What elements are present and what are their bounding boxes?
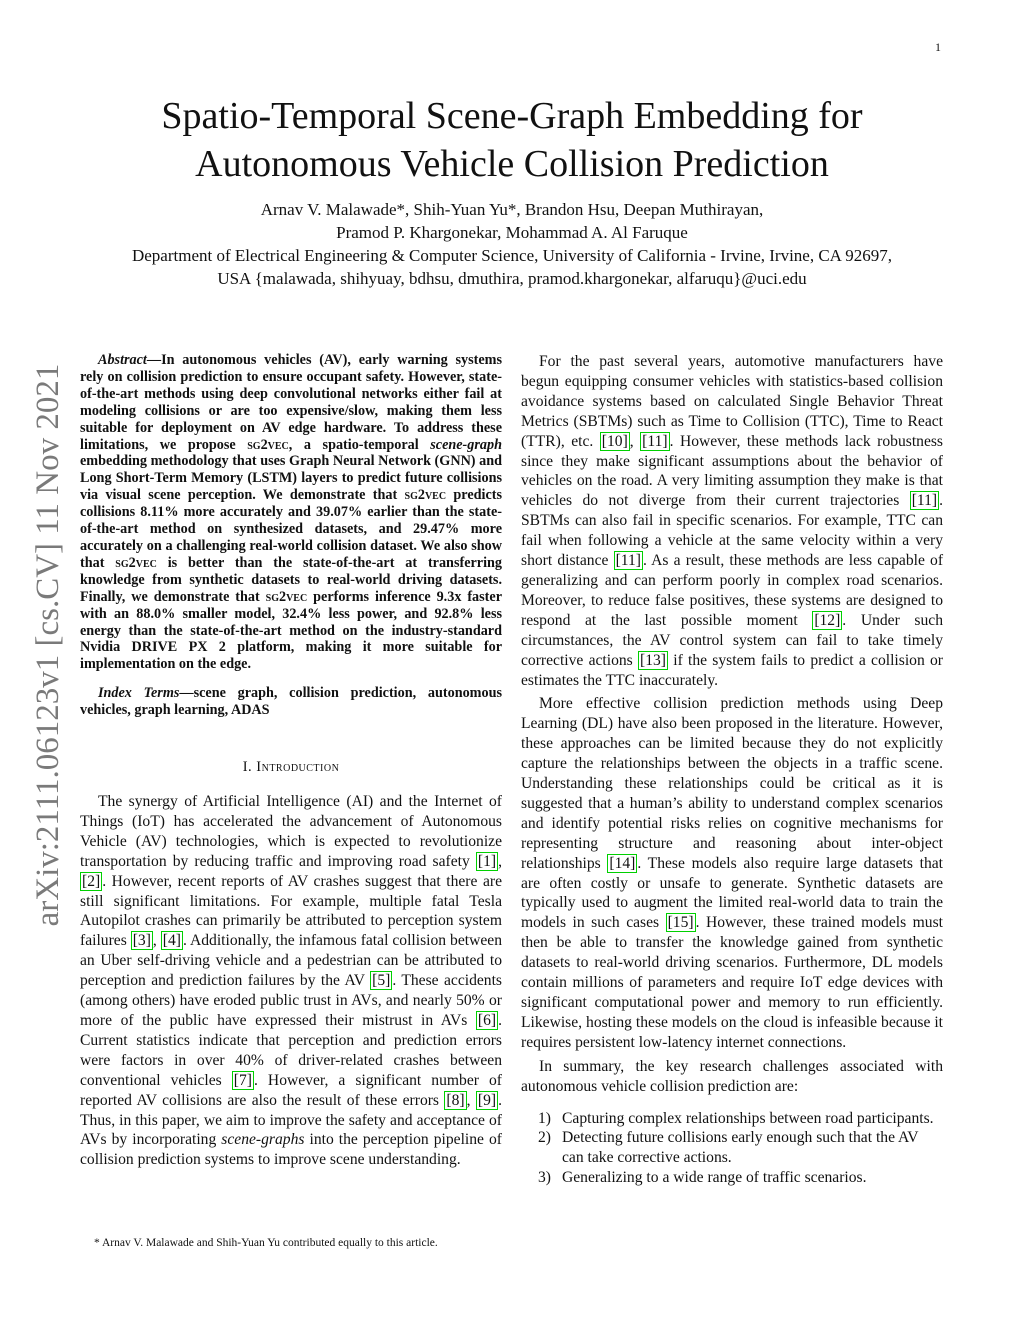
left-column xyxy=(80,352,502,1170)
intro-paragraph xyxy=(521,694,943,1052)
authors-line-2: Pramod P. Khargonekar, Mohammad A. Al Faruque xyxy=(336,223,688,242)
emphasis-term: scene-graphs xyxy=(221,1131,305,1149)
index-terms-text: —scene graph, collision prediction, autonomous vehicles, graph learning, ADAS xyxy=(80,685,502,719)
paragraph-text: . These accidents (among others) have eroded public trust in AVs, and nearly 50% or more of the public have expressed their mistrust in AVs xyxy=(80,972,502,1029)
list-item xyxy=(521,1109,943,1129)
list-item-text: Capturing complex relationships between road participants. xyxy=(562,1109,934,1127)
paragraph-text: , xyxy=(629,432,641,450)
citation-link[interactable]: [5] xyxy=(372,972,391,990)
index-terms xyxy=(80,685,502,719)
citation-link[interactable]: [11] xyxy=(642,432,668,450)
paragraph-text: into the perception pipeline of collision prediction systems to improve scene understanding. xyxy=(80,1131,502,1169)
citation-link[interactable]: [9] xyxy=(477,1091,497,1109)
paragraph-text: if the system fails to predict a collision or estimates the TTC inaccurately. xyxy=(521,651,943,689)
abstract-text: —In autonomous vehicles (AV), early warning systems rely on collision prediction to ensure occupant safety. However, state-of-the-art methods using deep convolutional networks either fail at modeling collisions or are too expensive/slow, making them less suitable for deployment on AV edge hardware. To address these limitations, we propose xyxy=(80,352,502,453)
list-item xyxy=(521,1168,943,1188)
paragraph-text: The synergy of Artificial Intelligence (AI) and the Internet of Things (IoT) has accelerated the advancement of Autonomous Vehicle (AV) technologies, which is expected to revolutionize transportation by reducing traffic and improving road safety xyxy=(80,793,502,870)
citation-link[interactable]: [2] xyxy=(82,872,101,890)
method-name: sg2vec xyxy=(404,487,447,504)
list-item xyxy=(521,1128,943,1168)
list-number: 3) xyxy=(538,1169,551,1187)
paragraph-text: . However, recent reports of AV crashes suggest that there are still significant limitations. For example, multiple fatal Tesla Autopilot crashes can primarily be attributed to perception system failures xyxy=(80,872,502,950)
author-block xyxy=(60,198,964,290)
list-item-text: Detecting future collisions early enough such that the AV can take corrective actions. xyxy=(562,1129,919,1167)
affiliation-line-2: USA {malawada, shihyuay, bdhsu, dmuthira, pramod.khargonekar, alfaruqu}@uci.edu xyxy=(217,269,807,288)
title-line-1: Spatio-Temporal Scene-Graph Embedding for xyxy=(161,95,863,137)
paragraph-text: More effective collision prediction methods using Deep Learning (DL) have also been proposed in the literature. However, these approaches can be limited because they do not explicitly capture the relationships between the objects in a traffic scene. Understanding these relationships could be critical as it is suggested that a human’s ability to understand complex scenarios and identify potential risks relies on cognitive mechanisms for representing structure and reasoning about inter-object relationships xyxy=(521,695,943,872)
citation-link[interactable]: [7] xyxy=(233,1071,252,1089)
paragraph-text: For the past several years, automotive manufacturers have begun equipping consumer vehicles with statistics-based collision avoidance systems based on calculated Single Behavior Threat Metrics (SBTMs) such as Time to Collision (TTC), Time to React (TTR), etc. xyxy=(521,353,943,450)
abstract-text: embedding methodology that uses Graph Neural Network (GNN) and Long Short-Term Memory (LSTM) layers to predict future collisions via visual scene perception. We demonstrate that xyxy=(80,453,502,504)
paragraph-text: , xyxy=(466,1091,476,1109)
intro-paragraph xyxy=(521,352,943,690)
paragraph-text: . Current statistics indicate that perception and prediction errors were factors in over 40% of driver-related crashes between conventional vehicles xyxy=(80,1012,502,1089)
section-heading-introduction: I. Introduction xyxy=(242,759,340,776)
paragraph-text: . Under such circumstances, the AV control system can fail to take timely corrective actions xyxy=(521,611,943,669)
index-terms-label: Index Terms xyxy=(98,685,180,702)
paragraph-text: . Additionally, the infamous fatal collision between an Uber self-driving vehicle and a pedestrian can be attributed to perception and prediction failures by the AV xyxy=(80,932,502,990)
list-item-text: Generalizing to a wide range of traffic scenarios. xyxy=(562,1169,867,1187)
abstract-term: scene-graph xyxy=(430,436,502,453)
affiliation-line-1: Department of Electrical Engineering & Computer Science, University of California - Irvine, Irvine, CA 92697, xyxy=(131,246,893,265)
arxiv-identifier: arXiv:2111.06123v1 [cs.CV] 11 Nov 2021 xyxy=(30,363,66,927)
paragraph-text: . As a result, these methods are less capable of generalizing and can perform poorly in complex road scenarios. Moreover, to reduce false positives, these systems are designed to respond at the last possible moment xyxy=(521,552,944,629)
abstract xyxy=(80,352,502,673)
method-name: sg2vec xyxy=(247,436,289,453)
citation-link[interactable]: [6] xyxy=(477,1012,497,1029)
citation-link[interactable]: [11] xyxy=(615,552,641,570)
method-name: sg2vec xyxy=(265,588,308,605)
paragraph-text: . These models also require large datasets that are often costly or unsafe to generate. Synthetic datasets are typically used to augment the limited real-world data to train the models in such cases xyxy=(521,854,943,932)
paragraph-text: . However, a significant number of reported AV collisions are also the result of these errors xyxy=(80,1071,503,1109)
citation-link[interactable]: [13] xyxy=(640,651,666,669)
abstract-text: is better than the state-of-the-art at transferring knowledge from synthetic datasets to real-world driving datasets. Finally, we demonstrate that xyxy=(80,554,503,605)
page-number: 1 xyxy=(935,40,941,54)
challenges-list xyxy=(521,1109,943,1189)
title-line-2: Autonomous Vehicle Collision Prediction xyxy=(195,143,829,185)
citation-link[interactable]: [8] xyxy=(446,1091,465,1109)
method-name: sg2vec xyxy=(115,554,157,571)
abstract-text: , a spatio-temporal xyxy=(288,436,431,453)
paragraph-text: , xyxy=(498,852,502,870)
citation-link[interactable]: [10] xyxy=(601,432,628,450)
list-number: 2) xyxy=(538,1129,551,1147)
right-column xyxy=(521,352,943,1188)
paper-title xyxy=(60,92,964,188)
citation-link[interactable]: [12] xyxy=(814,611,841,629)
paragraph-text: , xyxy=(152,932,161,950)
abstract-text: performs inference 9.3x faster with an 88.0% smaller model, 32.4% less power, and 92.8% less energy than the state-of-the-art method on the industry-standard Nvidia DRIVE PX 2 platform, making it more suitable for implementation on the edge. xyxy=(80,588,502,673)
paragraph-text: . However, these trained models must then be able to transfer the knowledge gained from synthetic datasets to real-world driving scenarios. Furthermore, DL models contain millions of parameters and require IoT edge devices with significant computational power and memory to run efficiently. Likewise, hosting these models on the cloud is infeasible because it requires persistent low-latency internet connections. xyxy=(521,914,943,1051)
citation-link[interactable]: [4] xyxy=(162,932,181,950)
abstract-label: Abstract xyxy=(98,352,147,368)
citation-link[interactable]: [14] xyxy=(609,854,636,872)
citation-link[interactable]: [15] xyxy=(667,914,694,932)
paragraph-text: . However, these methods lack robustness since they make significant assumptions about the behavior of vehicles on the road. A very limiting assumption they make is that vehicles do not diverge from their current trajectories xyxy=(521,432,944,510)
intro-paragraph: In summary, the key research challenges associated with autonomous vehicle collision prediction are: xyxy=(521,1057,943,1095)
paragraph-text: . SBTMs can also fail in specific scenarios. For example, TTC can fail when following a vehicle at the same velocity within a very short distance xyxy=(521,492,943,570)
paragraph-text: . Thus, in this paper, we aim to improve the safety and acceptance of AVs by incorporating xyxy=(80,1091,503,1149)
abstract-text: predicts collisions 8.11% more accurately and 39.07% earlier than the state-of-the-art method on synthesized datasets, and 29.47% more accurately on a challenging real-world collision dataset. We also show that xyxy=(80,487,502,571)
footnote: * Arnav V. Malawade and Shih-Yuan Yu contributed equally to this article. xyxy=(94,1237,438,1249)
citation-link[interactable]: [3] xyxy=(132,932,151,950)
authors-line-1: Arnav V. Malawade*, Shih-Yuan Yu*, Brandon Hsu, Deepan Muthirayan, xyxy=(260,200,764,219)
intro-paragraph xyxy=(80,792,502,1170)
citation-link[interactable]: [11] xyxy=(911,492,938,510)
citation-link[interactable]: [1] xyxy=(477,852,497,870)
list-number: 1) xyxy=(538,1109,551,1127)
